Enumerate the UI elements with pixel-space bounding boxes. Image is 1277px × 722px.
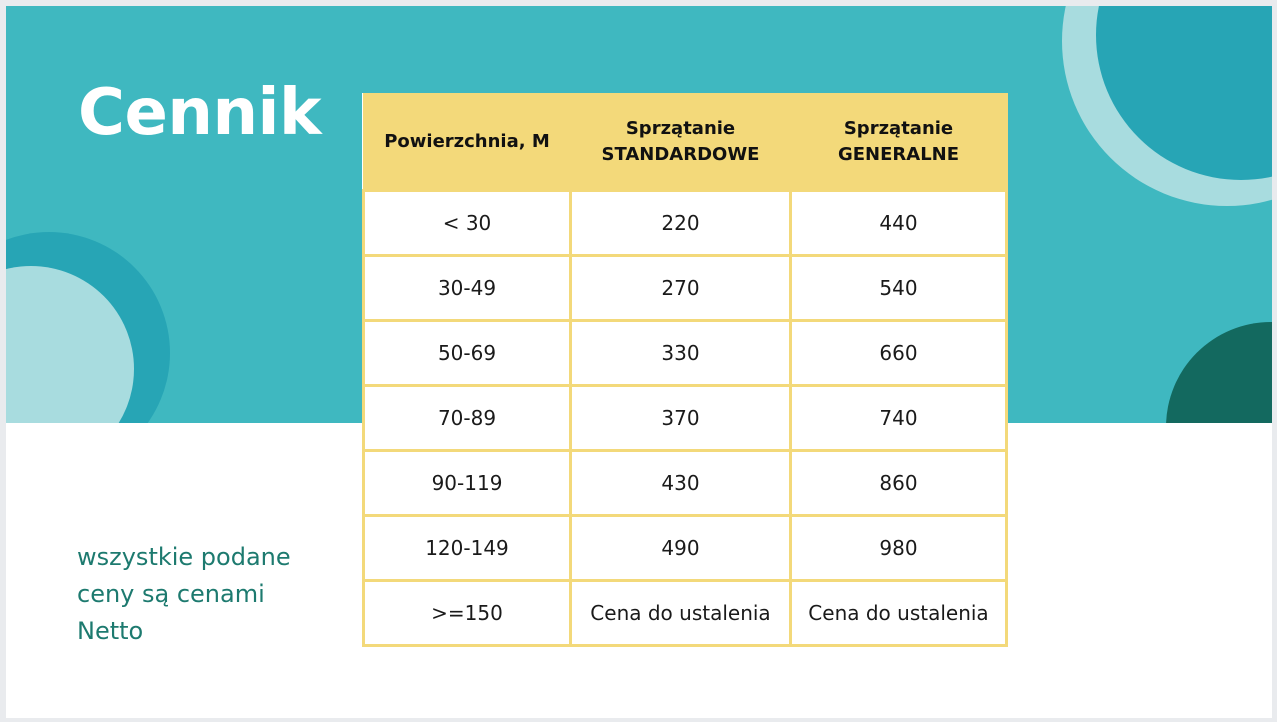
general-price-cell: 540	[791, 256, 1007, 321]
standard-price-cell: 490	[571, 516, 791, 581]
area-cell: 120-149	[364, 516, 571, 581]
table-row	[364, 451, 1007, 516]
header-standard-cleaning: Sprzątanie STANDARDOWE	[571, 94, 791, 191]
table-row	[364, 256, 1007, 321]
area-cell: < 30	[364, 191, 571, 256]
table-row	[364, 581, 1007, 646]
standard-price-cell: 370	[571, 386, 791, 451]
table-row	[364, 386, 1007, 451]
general-price-cell: 980	[791, 516, 1007, 581]
table-row	[364, 516, 1007, 581]
area-cell: 90-119	[364, 451, 571, 516]
table-row	[364, 321, 1007, 386]
standard-price-cell: 430	[571, 451, 791, 516]
general-price-cell: 740	[791, 386, 1007, 451]
price-table	[362, 93, 1008, 647]
standard-price-cell: 270	[571, 256, 791, 321]
slide-title: Cennik	[78, 76, 321, 150]
general-price-cell: Cena do ustalenia	[791, 581, 1007, 646]
netto-note: wszystkie podane ceny są cenami Netto	[77, 543, 291, 645]
table-row	[364, 191, 1007, 256]
slide	[6, 6, 1272, 718]
standard-price-cell: 220	[571, 191, 791, 256]
general-price-cell: 860	[791, 451, 1007, 516]
general-price-cell: 660	[791, 321, 1007, 386]
area-cell: 50-69	[364, 321, 571, 386]
general-price-cell: 440	[791, 191, 1007, 256]
area-cell: 30-49	[364, 256, 571, 321]
area-cell: 70-89	[364, 386, 571, 451]
header-general-cleaning: Sprzątanie GENERALNE	[791, 94, 1007, 191]
area-cell: >=150	[364, 581, 571, 646]
standard-price-cell: Cena do ustalenia	[571, 581, 791, 646]
header-area: Powierzchnia, M	[364, 94, 571, 191]
table-header-row	[364, 94, 1007, 191]
standard-price-cell: 330	[571, 321, 791, 386]
decorative-circle-bottom-right	[1166, 322, 1272, 423]
